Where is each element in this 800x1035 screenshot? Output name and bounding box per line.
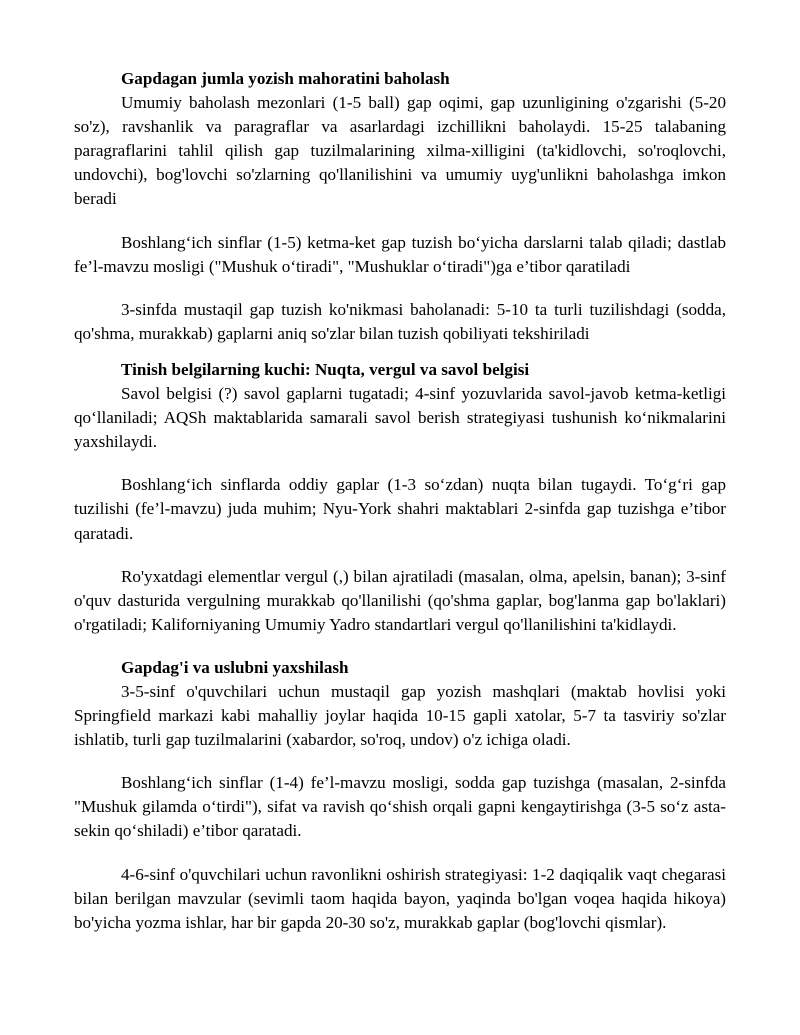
paragraph: 3-sinfda mustaqil gap tuzish ko'nikmasi baholanadi: 5-10 ta turli tuzilishdagi (sodda, qo'shma, murakkab) gaplarni aniq so'zlar bilan tuzish qobiliyati tekshiriladi [74, 299, 726, 343]
paragraph: Boshlang‘ich sinflarda oddiy gaplar (1-3 so‘zdan) nuqta bilan tugaydi. To‘g‘ri gap tuzilishi (fe’l-mavzu) juda muhim; Nyu-York shahri maktablari 2-sinfda gap tuzishga e’tibor qaratadi. [74, 475, 726, 543]
paragraph: Boshlang‘ich sinflar (1-4) fe’l-mavzu mosligi, sodda gap tuzishga (masalan, 2-sinfda "Mushuk gilamda o‘tirdi"), sifat va ravish qo‘shish orqali gapni kengaytirishga (3-5 so‘z asta-sekin qo‘shiladi) e’tibor qaratadi. [74, 773, 726, 841]
document-page [74, 67, 726, 935]
paragraph: 4-6-sinf o'quvchilari uchun ravonlikni oshirish strategiyasi: 1-2 daqiqalik vaqt chegarasi bilan berilgan mavzular (sevimli taom haqida bayon, yaqinda bo'lgan voqea haqida hikoya) bo'yicha yozma ishlar, har bir gapda 20-30 so'z, murakkab gaplar (bog'lovchi qismlar). [74, 864, 726, 932]
section-heading: Gapdag'i va uslubni yaxshilash [121, 657, 349, 677]
section-style-improvement [74, 656, 726, 935]
paragraph: Umumiy baholash mezonlari (1-5 ball) gap oqimi, gap uzunligining o'zgarishi (5-20 so'z), ravshanlik va paragraflar va asarlardagi izchillikni baholaydi. 15-25 talabaning paragraflarini tahlil qilish gap tuzilmalarining xilma-xilligini (ta'kidlovchi, so'roqlovchi, undovchi), bog'lovchi so'zlarning qo'llanilishini va umumiy uyg'unlikni baholashga imkon beradi [74, 93, 726, 209]
section-heading: Gapdagan jumla yozish mahoratini baholash [121, 69, 450, 88]
section-punctuation-power [74, 358, 726, 637]
paragraph: Ro'yxatdagi elementlar vergul (,) bilan ajratiladi (masalan, olma, apelsin, banan); 3-sinf o'quv dasturida vergulning murakkab qo'llanilishi (qo'shma gaplar, bog'lanma gap bo'laklari) o'rgatiladi; Kaliforniyaning Umumiy Yadro standartlari vergul qo'llanilishini ta'kidlaydi. [74, 566, 726, 634]
paragraph: Boshlang‘ich sinflar (1-5) ketma-ket gap tuzish bo‘yicha darslarni talab qiladi; dastlab fe’l-mavzu mosligi ("Mushuk o‘tiradi", "Mushuklar o‘tiradi")ga e’tibor qaratiladi [74, 232, 726, 276]
section-sentence-writing-assessment [74, 67, 726, 346]
paragraph: Savol belgisi (?) savol gaplarni tugatadi; 4-sinf yozuvlarida savol-javob ketma-ketligi qo‘llaniladi; AQSh maktablarida samarali savol berish strategiyasi tushunish ko‘nikmalarini yaxshilaydi. [74, 384, 726, 452]
section-heading: Tinish belgilarning kuchi: Nuqta, vergul va savol belgisi [121, 359, 530, 379]
paragraph: 3-5-sinf o'quvchilari uchun mustaqil gap yozish mashqlari (maktab hovlisi yoki Springfield markazi kabi mahalliy joylar haqida 10-15 gapli xatolar, 5-7 ta tasviriy so'zlar ishlatib, turli gap tuzilmalarini (xabardor, so'roq, undov) o'z ichiga oladi. [74, 681, 726, 750]
